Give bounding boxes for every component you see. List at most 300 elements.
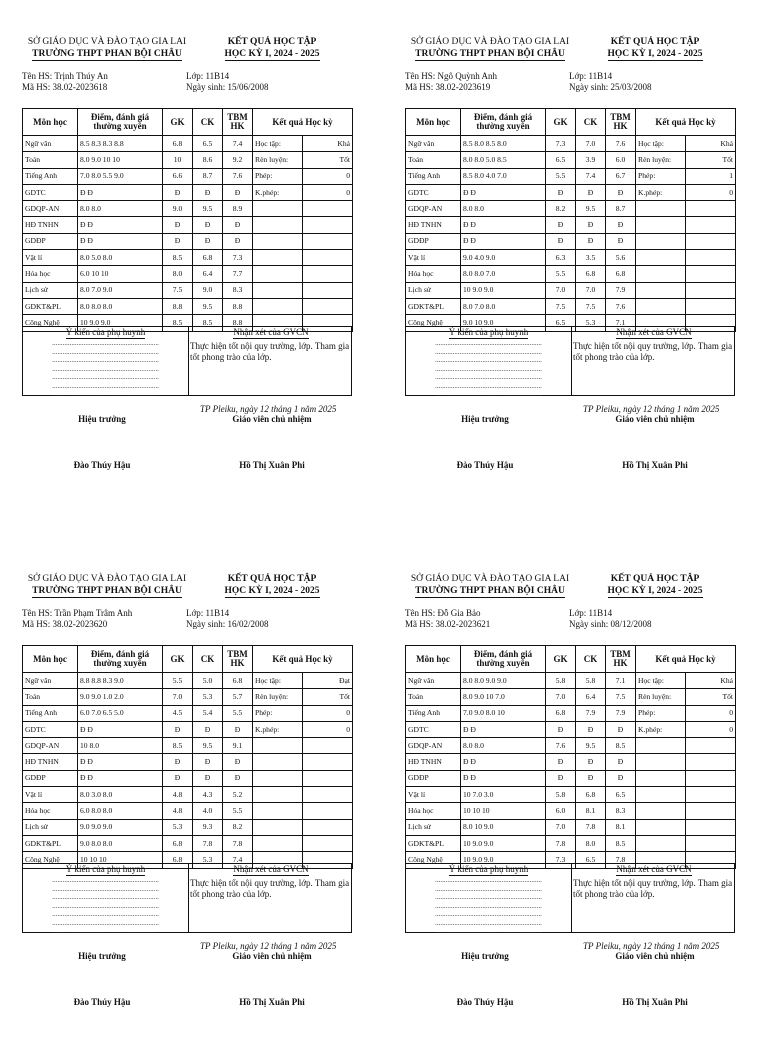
dotted-line: ............................................................. bbox=[435, 884, 542, 893]
report-title: KẾT QUẢ HỌC TẬP bbox=[610, 574, 700, 584]
subject-cell: Vật lí bbox=[23, 787, 78, 803]
regular-scores-cell: 8.5 8.3 8.3 8.8 bbox=[78, 136, 163, 152]
gk-cell: Đ bbox=[163, 184, 193, 200]
result-value: Đạt bbox=[303, 673, 353, 689]
report-card bbox=[22, 573, 368, 1053]
result-value: Khá bbox=[686, 136, 736, 152]
ck-cell: 8.6 bbox=[193, 152, 223, 168]
tbm-cell: Đ bbox=[606, 770, 636, 786]
subject-cell: GDĐP bbox=[406, 233, 461, 249]
regular-scores-cell: 9.0 9.0 9.0 bbox=[78, 819, 163, 835]
table-row bbox=[23, 168, 353, 184]
subject-cell: GDĐP bbox=[23, 233, 78, 249]
gk-cell: Đ bbox=[546, 217, 576, 233]
gk-cell: Đ bbox=[163, 217, 193, 233]
subject-cell: Hóa học bbox=[23, 803, 78, 819]
result-label bbox=[253, 803, 303, 819]
col-regular: Điểm, đánh giá thường xuyên bbox=[461, 109, 546, 136]
dotted-line: ............................................................. bbox=[52, 390, 159, 398]
regular-scores-cell: Đ Đ bbox=[461, 770, 546, 786]
grades-table bbox=[405, 645, 736, 869]
table-header bbox=[406, 646, 736, 673]
col-ck: CK bbox=[576, 109, 606, 136]
subject-cell: Vật lí bbox=[23, 250, 78, 266]
result-value: 0 bbox=[686, 184, 736, 200]
gk-cell: 7.3 bbox=[546, 852, 576, 868]
header-left bbox=[22, 36, 192, 61]
result-label bbox=[253, 787, 303, 803]
table-row bbox=[23, 787, 353, 803]
gk-cell: 6.5 bbox=[546, 315, 576, 331]
school-name: TRƯỜNG THPT PHAN BỘI CHÂU bbox=[32, 586, 182, 596]
result-label: Học tập: bbox=[636, 136, 686, 152]
tbm-cell: Đ bbox=[223, 217, 253, 233]
dotted-line: ............................................................. bbox=[52, 347, 159, 356]
subject-cell: GDQP-AN bbox=[23, 201, 78, 217]
result-label bbox=[253, 770, 303, 786]
gk-cell: Đ bbox=[546, 184, 576, 200]
result-value bbox=[686, 233, 736, 249]
subject-cell: GDQP-AN bbox=[23, 738, 78, 754]
result-label bbox=[636, 754, 686, 770]
gk-cell: Đ bbox=[546, 770, 576, 786]
principal-title: Hiệu trưởng bbox=[461, 414, 509, 424]
result-value bbox=[303, 770, 353, 786]
ck-cell: 6.8 bbox=[193, 250, 223, 266]
result-value: Khá bbox=[686, 673, 736, 689]
header-right bbox=[585, 36, 725, 61]
tbm-cell: 9.1 bbox=[223, 738, 253, 754]
regular-scores-cell: 10 9.0 9.0 bbox=[461, 282, 546, 298]
subject-cell: Hóa học bbox=[23, 266, 78, 282]
department-name: SỞ GIÁO DỤC VÀ ĐÀO TẠO GIA LAI bbox=[27, 574, 187, 584]
subject-cell: Toán bbox=[406, 689, 461, 705]
table-row bbox=[406, 168, 736, 184]
regular-scores-cell: 8.0 9.0 10 10 bbox=[78, 152, 163, 168]
table-row bbox=[406, 754, 736, 770]
ck-cell: 8.5 bbox=[193, 315, 223, 331]
regular-scores-cell: 6.0 7.0 6.5 5.0 bbox=[78, 705, 163, 721]
gk-cell: 7.0 bbox=[546, 282, 576, 298]
tbm-cell: Đ bbox=[606, 217, 636, 233]
subject-cell: Hóa học bbox=[406, 266, 461, 282]
principal-title: Hiệu trưởng bbox=[461, 951, 509, 961]
table-row bbox=[406, 184, 736, 200]
ck-cell: 6.8 bbox=[576, 787, 606, 803]
tbm-cell: 7.4 bbox=[223, 136, 253, 152]
regular-scores-cell: 8.0 8.0 8.0 bbox=[78, 298, 163, 314]
result-label: Rèn luyện: bbox=[636, 689, 686, 705]
result-label: Phép: bbox=[253, 705, 303, 721]
tbm-cell: Đ bbox=[223, 721, 253, 737]
comment-box bbox=[405, 863, 735, 933]
subject-cell: Lịch sử bbox=[406, 282, 461, 298]
tbm-cell: 5.5 bbox=[223, 705, 253, 721]
tbm-cell: 6.5 bbox=[606, 787, 636, 803]
dotted-line: ............................................................. bbox=[435, 373, 542, 381]
sign-date: TP Pleiku, ngày 12 tháng 1 năm 2025 bbox=[583, 941, 720, 951]
result-label bbox=[636, 819, 686, 835]
table-row bbox=[406, 673, 736, 689]
dotted-line: ............................................................. bbox=[435, 390, 542, 398]
subject-cell: Ngữ văn bbox=[406, 136, 461, 152]
table-row bbox=[406, 803, 736, 819]
col-subject: Môn học bbox=[406, 109, 461, 136]
subject-cell: Công Nghệ bbox=[23, 315, 78, 331]
regular-scores-cell: 8.0 8.0 9.0 9.0 bbox=[461, 673, 546, 689]
subject-cell: Ngữ văn bbox=[23, 673, 78, 689]
student-info-left bbox=[405, 71, 497, 93]
gk-cell: 7.5 bbox=[546, 298, 576, 314]
regular-scores-cell: Đ Đ bbox=[78, 217, 163, 233]
ck-cell: Đ bbox=[193, 770, 223, 786]
result-label bbox=[253, 201, 303, 217]
tbm-cell: 8.8 bbox=[223, 315, 253, 331]
gk-cell: 7.5 bbox=[163, 282, 193, 298]
col-gk: GK bbox=[546, 646, 576, 673]
regular-scores-cell: 8.5 8.0 4.0 7.0 bbox=[461, 168, 546, 184]
tbm-cell: 8.8 bbox=[223, 298, 253, 314]
dotted-line: ............................................................. bbox=[435, 381, 542, 390]
gk-cell: 7.8 bbox=[546, 835, 576, 851]
report-card bbox=[22, 36, 368, 516]
grades-table bbox=[22, 645, 353, 869]
dotted-line: ............................................................. bbox=[52, 918, 159, 927]
table-header bbox=[23, 109, 353, 136]
col-result: Kết quả Học kỳ bbox=[253, 646, 353, 673]
dotted-line: ............................................................. bbox=[52, 339, 159, 347]
table-row bbox=[23, 835, 353, 851]
ck-cell: Đ bbox=[576, 721, 606, 737]
result-value: 0 bbox=[303, 184, 353, 200]
ck-cell: Đ bbox=[193, 233, 223, 249]
table-row bbox=[406, 266, 736, 282]
tbm-cell: 7.8 bbox=[223, 835, 253, 851]
tbm-cell: 8.3 bbox=[223, 282, 253, 298]
result-label: Phép: bbox=[253, 168, 303, 184]
result-value: Khá bbox=[303, 136, 353, 152]
ck-cell: Đ bbox=[576, 233, 606, 249]
semester-title: HỌC KỲ I, 2024 - 2025 bbox=[224, 586, 320, 596]
tbm-cell: Đ bbox=[223, 770, 253, 786]
student-info-left bbox=[22, 608, 132, 630]
regular-scores-cell: 6.0 10 10 bbox=[78, 266, 163, 282]
table-row bbox=[23, 803, 353, 819]
class-label: Lớp: bbox=[186, 71, 204, 81]
result-value: 0 bbox=[686, 721, 736, 737]
table-row bbox=[406, 298, 736, 314]
subject-cell: GDKT&PL bbox=[406, 835, 461, 851]
dotted-line: ............................................................. bbox=[435, 901, 542, 910]
result-value bbox=[686, 787, 736, 803]
tbm-cell: 8.2 bbox=[223, 819, 253, 835]
result-value bbox=[686, 266, 736, 282]
ck-cell: 5.0 bbox=[193, 673, 223, 689]
ck-cell: 9.5 bbox=[576, 201, 606, 217]
ck-cell: 9.5 bbox=[193, 201, 223, 217]
col-ck: CK bbox=[193, 109, 223, 136]
col-subject: Môn học bbox=[23, 109, 78, 136]
tbm-cell: 6.8 bbox=[223, 673, 253, 689]
student-class: 11B14 bbox=[205, 608, 230, 618]
report-title: KẾT QUẢ HỌC TẬP bbox=[610, 37, 700, 47]
regular-scores-cell: 6.0 8.0 8.0 bbox=[78, 803, 163, 819]
principal-name: Đào Thúy Hậu bbox=[73, 460, 131, 470]
student-name: Trần Phạm Trâm Anh bbox=[54, 608, 133, 618]
subject-cell: GDTC bbox=[23, 721, 78, 737]
result-value bbox=[686, 819, 736, 835]
gk-cell: 6.3 bbox=[546, 250, 576, 266]
regular-scores-cell: Đ Đ bbox=[78, 184, 163, 200]
gk-cell: 10 bbox=[163, 152, 193, 168]
result-label bbox=[636, 787, 686, 803]
dotted-line: ............................................................. bbox=[52, 876, 159, 884]
header-left bbox=[405, 36, 575, 61]
subject-cell: Vật lí bbox=[406, 250, 461, 266]
student-id: 38.02-2023619 bbox=[435, 82, 491, 92]
tbm-cell: 7.9 bbox=[606, 282, 636, 298]
result-value bbox=[686, 250, 736, 266]
ck-cell: 5.3 bbox=[193, 689, 223, 705]
teacher-name: Hồ Thị Xuân Phi bbox=[239, 460, 305, 470]
regular-scores-cell: 9.0 4.0 9.0 bbox=[461, 250, 546, 266]
table-row bbox=[23, 201, 353, 217]
regular-scores-cell: 8.0 8.0 5.0 8.5 bbox=[461, 152, 546, 168]
result-label: Rèn luyện: bbox=[636, 152, 686, 168]
table-row bbox=[406, 233, 736, 249]
student-dob: 15/06/2008 bbox=[227, 82, 269, 92]
col-gk: GK bbox=[546, 109, 576, 136]
result-label: K.phép: bbox=[253, 721, 303, 737]
ck-cell: Đ bbox=[193, 217, 223, 233]
table-row bbox=[23, 184, 353, 200]
gk-cell: 8.8 bbox=[163, 298, 193, 314]
tbm-cell: 5.7 bbox=[223, 689, 253, 705]
regular-scores-cell: Đ Đ bbox=[461, 754, 546, 770]
tbm-cell: 5.2 bbox=[223, 787, 253, 803]
subject-cell: Lịch sử bbox=[23, 819, 78, 835]
gk-cell: 6.8 bbox=[163, 852, 193, 868]
tbm-cell: 8.3 bbox=[606, 803, 636, 819]
student-id: 38.02-2023620 bbox=[52, 619, 108, 629]
result-label bbox=[636, 738, 686, 754]
ck-cell: 5.3 bbox=[576, 315, 606, 331]
subject-cell: HĐ TNHN bbox=[406, 217, 461, 233]
dotted-line: ............................................................. bbox=[435, 347, 542, 356]
parent-title: Ý kiến của phụ huynh bbox=[65, 327, 146, 337]
subject-cell: HĐ TNHN bbox=[406, 754, 461, 770]
teacher-name: Hồ Thị Xuân Phi bbox=[622, 997, 688, 1007]
gk-cell: 6.8 bbox=[546, 705, 576, 721]
class-label: Lớp: bbox=[569, 608, 587, 618]
table-row bbox=[23, 754, 353, 770]
dotted-line: ............................................................. bbox=[435, 910, 542, 918]
subject-cell: Tiếng Anh bbox=[406, 705, 461, 721]
student-info-right bbox=[569, 608, 652, 630]
regular-scores-cell: 8.0 5.0 8.0 bbox=[78, 250, 163, 266]
ck-cell: 3.9 bbox=[576, 152, 606, 168]
report-title: KẾT QUẢ HỌC TẬP bbox=[227, 37, 317, 47]
teacher-comment-text: Thực hiện tốt nội quy trường, lớp. Tham gia tốt phong trào của lớp. bbox=[573, 878, 733, 899]
report-title: KẾT QUẢ HỌC TẬP bbox=[227, 574, 317, 584]
ck-cell: Đ bbox=[576, 770, 606, 786]
regular-scores-cell: 8.8 8.8 8.3 9.0 bbox=[78, 673, 163, 689]
id-label: Mã HS: bbox=[22, 82, 51, 92]
ck-cell: Đ bbox=[576, 217, 606, 233]
comment-box bbox=[22, 326, 352, 396]
result-value bbox=[686, 754, 736, 770]
ck-cell: 7.4 bbox=[576, 168, 606, 184]
tbm-cell: Đ bbox=[606, 721, 636, 737]
result-label: Học tập: bbox=[253, 673, 303, 689]
tbm-cell: 5.6 bbox=[606, 250, 636, 266]
regular-scores-cell: Đ Đ bbox=[461, 233, 546, 249]
table-row bbox=[406, 835, 736, 851]
gk-cell: 6.8 bbox=[163, 136, 193, 152]
student-info-right bbox=[569, 71, 652, 93]
gk-cell: 7.6 bbox=[546, 738, 576, 754]
table-row bbox=[23, 705, 353, 721]
sign-date: TP Pleiku, ngày 12 tháng 1 năm 2025 bbox=[200, 404, 337, 414]
gk-cell: 7.0 bbox=[546, 689, 576, 705]
ck-cell: 6.8 bbox=[576, 266, 606, 282]
subject-cell: GDQP-AN bbox=[406, 201, 461, 217]
subject-cell: GDKT&PL bbox=[406, 298, 461, 314]
regular-scores-cell: 7.0 8.0 5.5 9.0 bbox=[78, 168, 163, 184]
table-row bbox=[406, 217, 736, 233]
regular-scores-cell: Đ Đ bbox=[461, 721, 546, 737]
gk-cell: 4.8 bbox=[163, 787, 193, 803]
regular-scores-cell: 9.0 10 9.0 bbox=[461, 315, 546, 331]
result-label bbox=[636, 233, 686, 249]
department-name: SỞ GIÁO DỤC VÀ ĐÀO TẠO GIA LAI bbox=[27, 37, 187, 47]
header-left bbox=[405, 573, 575, 598]
dob-label: Ngày sinh: bbox=[569, 619, 609, 629]
regular-scores-cell: 10 10 10 bbox=[461, 803, 546, 819]
result-label bbox=[253, 266, 303, 282]
school-name: TRƯỜNG THPT PHAN BỘI CHÂU bbox=[415, 49, 565, 59]
dotted-line: ............................................................. bbox=[52, 893, 159, 901]
gk-cell: 8.5 bbox=[163, 738, 193, 754]
ck-cell: 6.5 bbox=[576, 852, 606, 868]
result-value bbox=[303, 298, 353, 314]
subject-cell: GDTC bbox=[23, 184, 78, 200]
ck-cell: 8.1 bbox=[576, 803, 606, 819]
result-label bbox=[636, 217, 686, 233]
table-header bbox=[23, 646, 353, 673]
sign-date: TP Pleiku, ngày 12 tháng 1 năm 2025 bbox=[583, 404, 720, 414]
ck-cell: Đ bbox=[193, 754, 223, 770]
ck-cell: 7.0 bbox=[576, 282, 606, 298]
dotted-line: ............................................................. bbox=[435, 927, 542, 935]
result-value bbox=[686, 835, 736, 851]
tbm-cell: 6.0 bbox=[606, 152, 636, 168]
regular-scores-cell: Đ Đ bbox=[78, 721, 163, 737]
table-row bbox=[406, 250, 736, 266]
dob-label: Ngày sinh: bbox=[186, 619, 226, 629]
result-label: Phép: bbox=[636, 705, 686, 721]
school-name: TRƯỜNG THPT PHAN BỘI CHÂU bbox=[415, 586, 565, 596]
result-value: 0 bbox=[303, 721, 353, 737]
result-value bbox=[303, 835, 353, 851]
table-row bbox=[406, 787, 736, 803]
col-regular: Điểm, đánh giá thường xuyên bbox=[78, 109, 163, 136]
table-row bbox=[406, 738, 736, 754]
result-value bbox=[303, 217, 353, 233]
col-subject: Môn học bbox=[23, 646, 78, 673]
col-regular: Điểm, đánh giá thường xuyên bbox=[78, 646, 163, 673]
student-class: 11B14 bbox=[205, 71, 230, 81]
student-id: 38.02-2023621 bbox=[435, 619, 491, 629]
gk-cell: Đ bbox=[163, 770, 193, 786]
tbm-cell: 7.1 bbox=[606, 315, 636, 331]
parent-title: Ý kiến của phụ huynh bbox=[65, 864, 146, 874]
result-value bbox=[303, 787, 353, 803]
col-ck: CK bbox=[576, 646, 606, 673]
result-value bbox=[686, 738, 736, 754]
ck-cell: 4.0 bbox=[193, 803, 223, 819]
table-row bbox=[23, 250, 353, 266]
sign-date: TP Pleiku, ngày 12 tháng 1 năm 2025 bbox=[200, 941, 337, 951]
result-value bbox=[303, 201, 353, 217]
result-label: Học tập: bbox=[636, 673, 686, 689]
table-row bbox=[406, 201, 736, 217]
col-gk: GK bbox=[163, 646, 193, 673]
result-label bbox=[253, 738, 303, 754]
subject-cell: Hóa học bbox=[406, 803, 461, 819]
tbm-cell: 9.2 bbox=[223, 152, 253, 168]
result-value bbox=[686, 770, 736, 786]
result-value: Tốt bbox=[303, 689, 353, 705]
subject-cell: GDĐP bbox=[23, 770, 78, 786]
gk-cell: 7.3 bbox=[546, 136, 576, 152]
ck-cell: 5.3 bbox=[193, 852, 223, 868]
col-tbm: TBM HK bbox=[223, 646, 253, 673]
gk-cell: 5.5 bbox=[546, 168, 576, 184]
teacher-name: Hồ Thị Xuân Phi bbox=[239, 997, 305, 1007]
parent-comment bbox=[23, 327, 189, 398]
result-value: Tốt bbox=[303, 152, 353, 168]
grades-table bbox=[405, 108, 736, 332]
col-tbm: TBM HK bbox=[606, 109, 636, 136]
dotted-line: ............................................................. bbox=[435, 364, 542, 373]
teacher-sign-title: Giáo viên chủ nhiệm bbox=[232, 414, 312, 424]
subject-cell: GDQP-AN bbox=[406, 738, 461, 754]
student-dob: 08/12/2008 bbox=[610, 619, 652, 629]
table-row bbox=[23, 136, 353, 152]
subject-cell: HĐ TNHN bbox=[23, 217, 78, 233]
school-name: TRƯỜNG THPT PHAN BỘI CHÂU bbox=[32, 49, 182, 59]
regular-scores-cell: 8.0 7.0 8.0 bbox=[461, 298, 546, 314]
tbm-cell: Đ bbox=[606, 754, 636, 770]
result-label bbox=[636, 250, 686, 266]
result-value: 0 bbox=[303, 705, 353, 721]
teacher-title: Nhận xét của GVCN bbox=[233, 327, 309, 337]
teacher-comment bbox=[572, 864, 736, 900]
subject-cell: GDKT&PL bbox=[23, 835, 78, 851]
col-result: Kết quả Học kỳ bbox=[253, 109, 353, 136]
regular-scores-cell: 8.0 8.0 bbox=[461, 201, 546, 217]
table-row bbox=[406, 721, 736, 737]
subject-cell: GDTC bbox=[406, 721, 461, 737]
teacher-comment bbox=[572, 327, 736, 363]
result-value bbox=[303, 803, 353, 819]
subject-cell: Lịch sử bbox=[406, 819, 461, 835]
result-label: Học tập: bbox=[253, 136, 303, 152]
ck-cell: 9.5 bbox=[576, 738, 606, 754]
dotted-line: ............................................................. bbox=[52, 884, 159, 893]
header-right bbox=[202, 573, 342, 598]
